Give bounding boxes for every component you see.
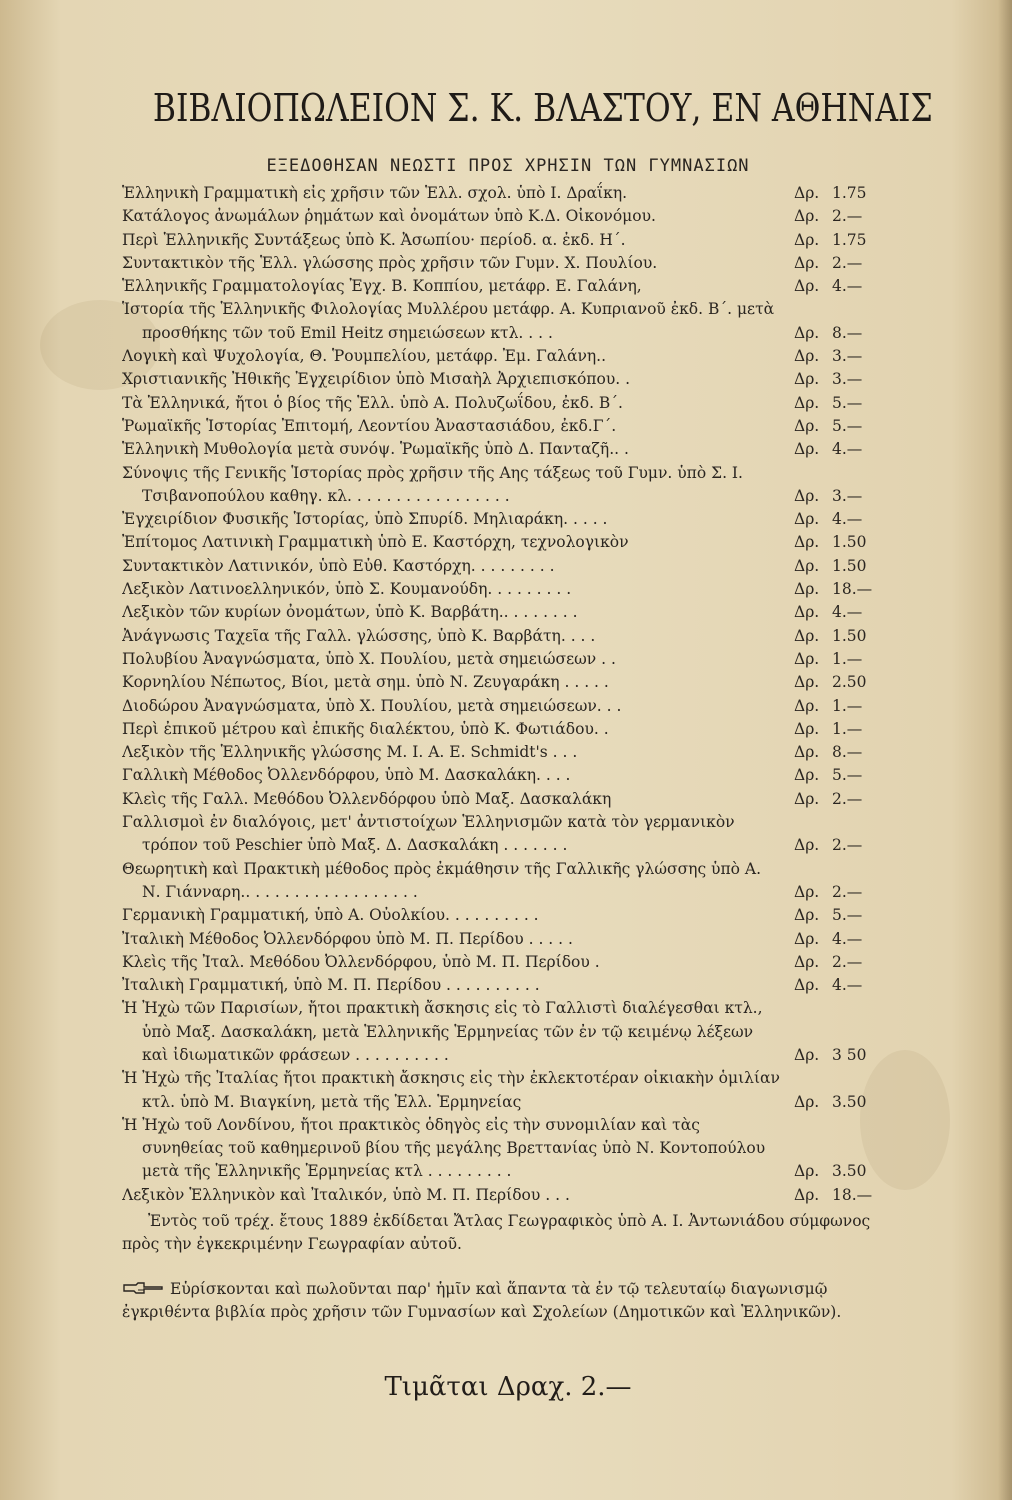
currency-label: Δρ. bbox=[794, 253, 820, 272]
price-value: 3.— bbox=[832, 370, 863, 389]
price-value: 8.— bbox=[832, 743, 863, 762]
currency-label: Δρ. bbox=[794, 416, 820, 435]
catalog-entry bbox=[122, 368, 894, 391]
price-value: 2.— bbox=[832, 789, 863, 808]
price-value: 2.— bbox=[832, 952, 863, 971]
catalog-entry bbox=[122, 1067, 894, 1114]
entry-title: Χριστιανικῆς Ἠθικῆς Ἐγχειρίδιον ὑπὸ Μισαὴλ Ἀρχιεπισκόπου. . bbox=[122, 370, 631, 389]
catalog-entry bbox=[122, 601, 894, 624]
entry-title: Ἡ Ἠχὼ τῶν Παρισίων, ἤτοι πρακτικὴ ἄσκησις εἰς τὸ Γαλλιστὶ διαλέγεσθαι κτλ., ὑπὸ Μαξ. Δασκαλάκη, μετὰ Ἑλληνικῆς Ἑρμηνείας τῶν ἐν τῷ κειμένῳ λέξεων καὶ ἰδιωματικῶν φράσεων . . . . . . . . . . bbox=[122, 999, 763, 1064]
currency-label: Δρ. bbox=[794, 1092, 820, 1111]
entry-title: Διοδώρου Ἀναγνώσματα, ὑπὸ Χ. Πουλίου, μετὰ σημειώσεων. . . bbox=[122, 696, 622, 715]
price-value: 2.— bbox=[832, 207, 863, 226]
entry-title: Λογικὴ καὶ Ψυχολογία, Θ. Ῥουμπελίου, μετάφρ. Ἐμ. Γαλάνη.. bbox=[122, 347, 607, 366]
entry-price bbox=[794, 345, 894, 368]
catalog-entry bbox=[122, 508, 894, 531]
price-value: 5.— bbox=[832, 766, 863, 785]
catalog-entry bbox=[122, 1114, 894, 1184]
catalog-entry bbox=[122, 904, 894, 927]
entry-title: Κλεὶς τῆς Γαλλ. Μεθόδου Ὀλλενδόρφου ὑπὸ Μαξ. Δασκαλάκη bbox=[122, 789, 612, 808]
catalog-entry bbox=[122, 415, 894, 438]
entry-price bbox=[794, 438, 894, 461]
catalog-entry bbox=[122, 811, 894, 858]
entry-title: Ἐγχειρίδιον Φυσικῆς Ἱστορίας, ὑπὸ Σπυρίδ. Μηλιαράκη. . . . . bbox=[122, 510, 608, 529]
entry-price bbox=[794, 788, 894, 811]
price-value: 18.— bbox=[832, 1185, 873, 1204]
entry-title: Ἰταλικὴ Μέθοδος Ὀλλενδόρφου ὑπὸ Μ. Π. Περίδου . . . . . bbox=[122, 929, 573, 948]
entry-title: Ἱστορία τῆς Ἑλληνικῆς Φιλολογίας Μυλλέρου μετάφρ. Α. Κυπριανοῦ ἐκδ. Β΄. μετὰ προσθήκης τῶν τοῦ Emil Heitz σημειώσεων κτλ. . . . bbox=[122, 300, 775, 342]
currency-label: Δρ. bbox=[794, 766, 820, 785]
currency-label: Δρ. bbox=[794, 626, 820, 645]
entry-price bbox=[794, 1184, 894, 1207]
currency-label: Δρ. bbox=[794, 789, 820, 808]
currency-label: Δρ. bbox=[794, 696, 820, 715]
price-value: 5.— bbox=[832, 416, 863, 435]
entry-title: Θεωρητικὴ καὶ Πρακτικὴ μέθοδος πρὸς ἐκμάθησιν τῆς Γαλλικῆς γλώσσης ὑπὸ Α. Ν. Γιάνναρη.. . . . . . . . . . . . . . . . . . bbox=[122, 859, 762, 901]
entry-title: Τὰ Ἑλληνικά, ἤτοι ὁ βίος τῆς Ἑλλ. ὑπὸ Α. Πολυζωΐδου, ἐκδ. Β΄. bbox=[122, 393, 623, 412]
price-value: 1.75 bbox=[832, 230, 867, 249]
price-value: 2.50 bbox=[832, 673, 867, 692]
entry-price bbox=[794, 718, 894, 741]
catalog-entry bbox=[122, 928, 894, 951]
catalog-entry bbox=[122, 951, 894, 974]
catalog-entry bbox=[122, 671, 894, 694]
pointing-hand-icon bbox=[122, 1281, 164, 1295]
catalog-entry bbox=[122, 997, 894, 1067]
catalog-entry bbox=[122, 695, 894, 718]
page-edge-shadow bbox=[998, 0, 1012, 1500]
price-value: 1.75 bbox=[832, 184, 867, 202]
entry-title: Λεξικὸν τῆς Ἑλληνικῆς γλώσσης Μ. Ι. Α. Ε. Schmidt's . . . bbox=[122, 743, 578, 762]
entry-title: Ἀνάγνωσις Ταχεῖα τῆς Γαλλ. γλώσσης, ὑπὸ Κ. Βαρβάτη. . . . bbox=[122, 626, 596, 645]
entry-price bbox=[794, 1091, 894, 1114]
price-value: 3.— bbox=[832, 486, 863, 505]
price-value: 4.— bbox=[832, 440, 863, 459]
currency-label: Δρ. bbox=[794, 1045, 820, 1064]
entry-title: Λεξικὸν τῶν κυρίων ὀνομάτων, ὑπὸ Κ. Βαρβάτη.. . . . . . . . bbox=[122, 603, 578, 622]
price-value: 4.— bbox=[832, 929, 863, 948]
entry-price bbox=[794, 1044, 894, 1067]
entry-title: Ἑλληνικὴ Μυθολογία μετὰ συνόψ. Ῥωμαϊκῆς ὑπὸ Δ. Πανταζῆ.. . bbox=[122, 440, 629, 459]
entry-title: Κλεὶς τῆς Ἰταλ. Μεθόδου Ὀλλενδόρφου, ὑπὸ Μ. Π. Περίδου . bbox=[122, 952, 600, 971]
availability-text: Εὑρίσκονται καὶ πωλοῦνται παρ' ἡμῖν καὶ ἅπαντα τὰ ἐν τῷ τελευταίῳ διαγωνισμῷ ἐγκριθέντα βιβλία πρὸς χρῆσιν τῶν Γυμνασίων καὶ Σχολείων (Δημοτικῶν καὶ Ἑλληνικῶν). bbox=[122, 1280, 842, 1321]
entry-price bbox=[794, 322, 894, 345]
catalog-entry bbox=[122, 858, 894, 905]
currency-label: Δρ. bbox=[794, 440, 820, 459]
catalog-entry bbox=[122, 182, 894, 205]
currency-label: Δρ. bbox=[794, 370, 820, 389]
catalog-entry bbox=[122, 648, 894, 671]
entry-price bbox=[794, 881, 894, 904]
catalog-entry bbox=[122, 741, 894, 764]
entry-title: Περὶ ἐπικοῦ μέτρου καὶ ἐπικῆς διαλέκτου, ὑπὸ Κ. Φωτιάδου. . bbox=[122, 719, 609, 738]
entry-title: Συντακτικὸν Λατινικόν, ὑπὸ Εὐθ. Καστόρχη. . . . . . . . . bbox=[122, 556, 555, 575]
entry-price bbox=[794, 1160, 894, 1183]
entry-title: Γαλλισμοὶ ἐν διαλόγοις, μετ' ἀντιστοίχων Ἑλληνισμῶν κατὰ τὸν γερμανικὸν τρόπον τοῦ Peschier ὑπὸ Μαξ. Δ. Δασκαλάκη . . . . . . . bbox=[122, 813, 735, 855]
entry-price bbox=[794, 601, 894, 624]
price-value: 2.— bbox=[832, 253, 863, 272]
entry-price bbox=[794, 508, 894, 531]
entry-price bbox=[794, 695, 894, 718]
currency-label: Δρ. bbox=[794, 207, 820, 226]
currency-label: Δρ. bbox=[794, 719, 820, 738]
entry-price bbox=[794, 368, 894, 391]
entry-title: Συντακτικὸν τῆς Ἑλλ. γλώσσης πρὸς χρῆσιν τῶν Γυμν. Χ. Πουλίου. bbox=[122, 253, 658, 272]
price-footer: Τιμᾶται Δραχ. 2.— bbox=[384, 1372, 632, 1402]
entry-price bbox=[794, 182, 894, 205]
entry-title: Περὶ Ἑλληνικῆς Συντάξεως ὑπὸ Κ. Ἀσωπίου· περίοδ. α. ἐκδ. Η΄. bbox=[122, 230, 626, 249]
price-value: 3.— bbox=[832, 347, 863, 366]
entry-price bbox=[794, 229, 894, 252]
catalog-entry bbox=[122, 298, 894, 345]
currency-label: Δρ. bbox=[794, 393, 820, 412]
price-value: 5.— bbox=[832, 906, 863, 925]
entry-title: Ἑλληνικὴ Γραμματικὴ εἰς χρῆσιν τῶν Ἑλλ. σχολ. ὑπὸ Ι. Δραΐκη. bbox=[122, 184, 628, 202]
currency-label: Δρ. bbox=[794, 649, 820, 668]
price-value: 1.50 bbox=[832, 556, 867, 575]
entry-price bbox=[794, 415, 894, 438]
entry-title: Ἑλληνικῆς Γραμματολογίας Ἐγχ. Β. Κοππίου, μετάφρ. Ε. Γαλάνη, bbox=[122, 277, 642, 296]
atlas-announcement: Ἐντὸς τοῦ τρέχ. ἔτους 1889 ἐκδίδεται Ἄτλας Γεωγραφικὸς ὑπὸ Α. Ι. Ἀντωνιάδου σύμφωνος πρὸς τὴν ἐγκεκριμένην Γεωγραφίαν αὐτοῦ. bbox=[122, 1212, 871, 1253]
entry-price bbox=[794, 834, 894, 857]
currency-label: Δρ. bbox=[794, 323, 820, 342]
currency-label: Δρ. bbox=[794, 836, 820, 855]
currency-label: Δρ. bbox=[794, 929, 820, 948]
entry-price bbox=[794, 648, 894, 671]
availability-note bbox=[122, 1278, 894, 1324]
price-value: 2.— bbox=[832, 882, 863, 901]
entry-price bbox=[794, 485, 894, 508]
entry-price bbox=[794, 928, 894, 951]
entry-price bbox=[794, 578, 894, 601]
currency-label: Δρ. bbox=[794, 976, 820, 995]
entry-title: Γαλλικὴ Μέθοδος Ὀλλενδόρφου, ὑπὸ Μ. Δασκαλάκη. . . . bbox=[122, 766, 571, 785]
currency-label: Δρ. bbox=[794, 277, 820, 296]
currency-label: Δρ. bbox=[794, 533, 820, 552]
entry-price bbox=[794, 252, 894, 275]
currency-label: Δρ. bbox=[794, 347, 820, 366]
entry-title: Κατάλογος ἀνωμάλων ῥημάτων καὶ ὀνομάτων ὑπὸ Κ.Δ. Οἰκονόμου. bbox=[122, 207, 656, 226]
entry-price bbox=[794, 275, 894, 298]
entry-price bbox=[794, 671, 894, 694]
catalog-entry bbox=[122, 764, 894, 787]
catalog-entry bbox=[122, 788, 894, 811]
catalog-entry bbox=[122, 531, 894, 554]
catalog-entry bbox=[122, 252, 894, 275]
currency-label: Δρ. bbox=[794, 486, 820, 505]
currency-label: Δρ. bbox=[794, 743, 820, 762]
catalog-entry bbox=[122, 392, 894, 415]
catalog-entry bbox=[122, 229, 894, 252]
currency-label: Δρ. bbox=[794, 1162, 820, 1181]
price-value: 4.— bbox=[832, 976, 863, 995]
price-value: 4.— bbox=[832, 603, 863, 622]
entry-price bbox=[794, 531, 894, 554]
currency-label: Δρ. bbox=[794, 1185, 820, 1204]
book-list bbox=[122, 182, 894, 1207]
currency-label: Δρ. bbox=[794, 230, 820, 249]
price-value: 1.— bbox=[832, 696, 863, 715]
catalog-entry bbox=[122, 974, 894, 997]
subheading: ΕΞΕΔΟΘΗΣΑΝ ΝΕΩΣΤΙ ΠΡΟΣ ΧΡΗΣΙΝ ΤΩΝ ΓΥΜΝΑΣΙΩΝ bbox=[266, 156, 750, 176]
price-value: 3 50 bbox=[832, 1045, 867, 1064]
price-value: 18.— bbox=[832, 580, 873, 599]
catalog-entry bbox=[122, 625, 894, 648]
entry-title: Ῥωμαϊκῆς Ἱστορίας Ἐπιτομή, Λεοντίου Ἀναστασιάδου, ἐκδ.Γ΄. bbox=[122, 416, 617, 435]
catalog-entry bbox=[122, 718, 894, 741]
catalog-entry bbox=[122, 555, 894, 578]
currency-label: Δρ. bbox=[794, 906, 820, 925]
entry-price bbox=[794, 951, 894, 974]
catalog-entry bbox=[122, 205, 894, 228]
price-value: 1.50 bbox=[832, 533, 867, 552]
price-value: 3.50 bbox=[832, 1092, 867, 1111]
currency-label: Δρ. bbox=[794, 580, 820, 599]
entry-title: Ἰταλικὴ Γραμματική, ὑπὸ Μ. Π. Περίδου . . . . . . . . . . bbox=[122, 976, 540, 995]
price-value: 5.— bbox=[832, 393, 863, 412]
entry-price bbox=[794, 625, 894, 648]
bookshop-banner: ΒΙΒΛΙΟΠΩΛΕΙΟΝ Σ. Κ. ΒΛΑΣΤΟΥ, ΕΝ ΑΘΗΝΑΙΣ bbox=[152, 86, 933, 130]
price-value: 1.— bbox=[832, 649, 863, 668]
price-value: 2.— bbox=[832, 836, 863, 855]
price-value: 1.— bbox=[832, 719, 863, 738]
catalog-entry bbox=[122, 1184, 894, 1207]
entry-title: Λεξικὸν Λατινοελληνικόν, ὑπὸ Σ. Κουμανούδη. . . . . . . . . bbox=[122, 580, 572, 599]
entry-price bbox=[794, 741, 894, 764]
entry-title: Λεξικὸν Ἑλληνικὸν καὶ Ἰταλικόν, ὑπὸ Μ. Π. Περίδου . . . bbox=[122, 1185, 570, 1204]
entry-title: Κορνηλίου Νέπωτος, Βίοι, μετὰ σημ. ὑπὸ Ν. Ζευγαράκη . . . . . bbox=[122, 673, 609, 692]
entry-price bbox=[794, 904, 894, 927]
currency-label: Δρ. bbox=[794, 603, 820, 622]
price-value: 1.50 bbox=[832, 626, 867, 645]
catalog-entry bbox=[122, 438, 894, 461]
catalog-entry bbox=[122, 275, 894, 298]
entry-price bbox=[794, 392, 894, 415]
entry-title: Γερμανικὴ Γραμματική, ὑπὸ Α. Οὐολκίου. . . . . . . . . . bbox=[122, 906, 539, 925]
entry-title: Ἐπίτομος Λατινικὴ Γραμματικὴ ὑπὸ Ε. Καστόρχη, τεχνολογικὸν bbox=[122, 533, 629, 552]
entry-title: Ἡ Ἠχὼ τοῦ Λονδίνου, ἤτοι πρακτικὸς ὁδηγὸς εἰς τὴν συνομιλίαν καὶ τὰς συνηθείας τοῦ καθημερινοῦ βίου τῆς μεγάλης Βρεττανίας ὑπὸ Ν. Κοντοπούλου μετὰ τῆς Ἑλληνικῆς Ἑρμηνείας κτλ . . . . . . . . . bbox=[122, 1115, 766, 1181]
currency-label: Δρ. bbox=[794, 556, 820, 575]
entry-title: Ἡ Ἠχὼ τῆς Ἰταλίας ἤτοι πρακτικὴ ἄσκησις εἰς τὴν ἐκλεκτοτέραν οἰκιακὴν ὁμιλίαν κτλ. ὑπὸ Μ. Βιαγκίνη, μετὰ τῆς Ἑλλ. Ἑρμηνείας bbox=[122, 1069, 780, 1111]
catalog-entry bbox=[122, 345, 894, 368]
currency-label: Δρ. bbox=[794, 510, 820, 529]
currency-label: Δρ. bbox=[794, 952, 820, 971]
currency-label: Δρ. bbox=[794, 673, 820, 692]
currency-label: Δρ. bbox=[794, 184, 820, 202]
currency-label: Δρ. bbox=[794, 882, 820, 901]
entry-price bbox=[794, 974, 894, 997]
catalog-entry bbox=[122, 462, 894, 509]
price-value: 4.— bbox=[832, 277, 863, 296]
entry-title: Πολυβίου Ἀναγνώσματα, ὑπὸ Χ. Πουλίου, μετὰ σημειώσεων . . bbox=[122, 649, 616, 668]
price-value: 8.— bbox=[832, 323, 863, 342]
catalog-entry bbox=[122, 578, 894, 601]
entry-price bbox=[794, 205, 894, 228]
entry-price bbox=[794, 555, 894, 578]
price-value: 3.50 bbox=[832, 1162, 867, 1181]
entry-title: Σύνοψις τῆς Γενικῆς Ἱστορίας πρὸς χρῆσιν τῆς Αης τάξεως τοῦ Γυμν. ὑπὸ Σ. Ι. Τσιβανοπούλου καθηγ. κλ. . . . . . . . . . . . . . . . . bbox=[122, 463, 743, 505]
entry-price bbox=[794, 764, 894, 787]
price-value: 4.— bbox=[832, 510, 863, 529]
